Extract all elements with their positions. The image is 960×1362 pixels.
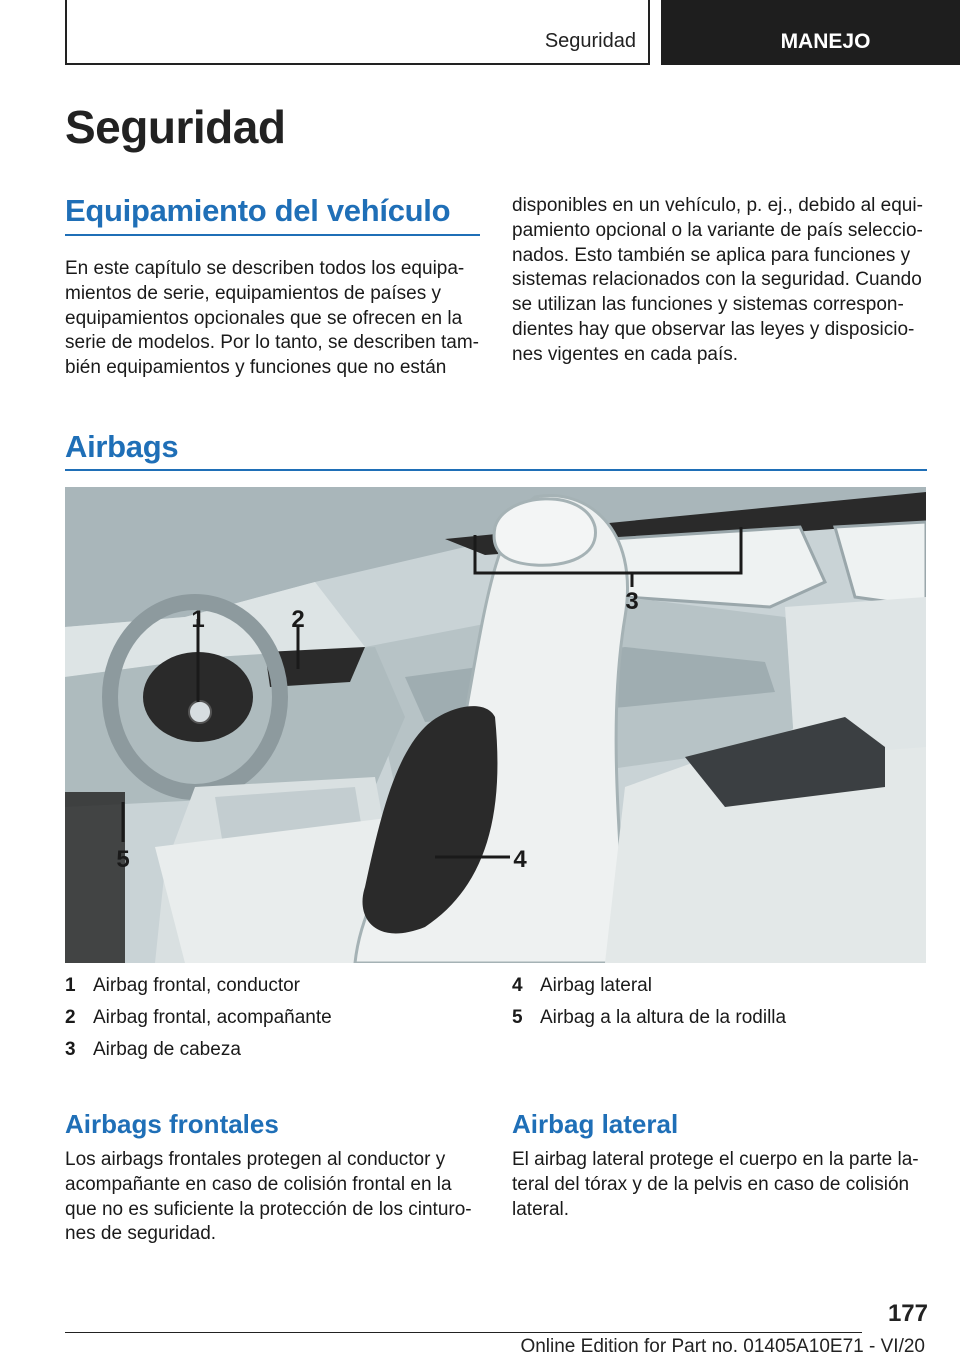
equipment-text-right (512, 194, 927, 368)
text-line: teral del tórax y de la pelvis en caso de colisión (512, 1173, 910, 1195)
legend-label: Airbag frontal, conductor (93, 975, 301, 996)
footer-rule (65, 1332, 862, 1333)
legend-label: Airbag a la altura de la rodilla (540, 1007, 787, 1028)
header-chapter-tab[interactable]: MANEJO (661, 0, 960, 65)
text-line: El airbag lateral protege el cuerpo en la parte la‐ (512, 1149, 919, 1170)
text-line: Los airbags frontales protegen al conductor y (65, 1149, 446, 1170)
text-line: sistemas relacionados con la seguridad. Cuando (512, 269, 922, 291)
text-line: pamiento opcional o la variante de país seleccio‐ (512, 219, 923, 241)
heading-equipment: Equipamiento del vehículo (65, 193, 451, 228)
text-line: En este capítulo se describen todos los equipa‐ (65, 258, 465, 279)
callout-4: 4 (513, 846, 527, 873)
callout-5: 5 (116, 846, 130, 873)
text-line: nados. Esto también se aplica para funciones y (512, 244, 911, 266)
lateral-text (512, 1148, 927, 1222)
callout-1: 1 (191, 606, 205, 633)
steering-logo (189, 701, 211, 723)
legend-number: 5 (512, 1007, 523, 1028)
text-line: serie de modelos. Por lo tanto, se describen tam‐ (65, 332, 479, 354)
front-headrest (494, 499, 595, 565)
text-line: nes vigentes en cada país. (512, 343, 739, 365)
legend-label: Airbag de cabeza (93, 1039, 241, 1060)
heading-airbag-lateral: Airbag lateral (512, 1109, 679, 1139)
heading-airbags-frontales: Airbags frontales (65, 1109, 279, 1139)
text-line: que no es suficiente la protección de los cinturo‐ (65, 1198, 472, 1220)
car-interior-drawing (65, 487, 926, 963)
legend-number: 3 (65, 1039, 76, 1060)
heading-airbags: Airbags (65, 429, 179, 464)
text-line: bién equipamientos y funciones que no están (65, 357, 447, 379)
text-line: disponibles en un vehículo, p. ej., debido al equi‐ (512, 195, 923, 216)
text-line: acompañante en caso de colisión frontal en la (65, 1173, 452, 1195)
text-line: equipamientos opcionales que se ofrecen en la (65, 307, 463, 329)
text-line: nes de seguridad. (65, 1223, 217, 1245)
rear-window (610, 527, 825, 607)
header-rule-bottom (65, 63, 650, 65)
header-rule-divider (648, 0, 650, 64)
callout-2: 2 (291, 606, 305, 633)
header-section-label: Seguridad (544, 30, 636, 52)
page-number: 177 (887, 1300, 928, 1327)
header-rule-left (65, 0, 67, 64)
text-line: dientes hay que observar las leyes y disposicio‐ (512, 318, 915, 340)
heading-equipment-rule (65, 234, 480, 236)
knee-airbag-area (65, 792, 125, 963)
text-line: se utilizan las funciones y sistemas correspon‐ (512, 294, 904, 316)
heading-airbags-rule (65, 469, 927, 471)
footer-edition: Online Edition for Part no. 01405A10E71 - VI/20 (520, 1336, 925, 1357)
legend-number: 4 (512, 975, 523, 996)
page-title: Seguridad (65, 101, 286, 153)
legend-number: 2 (65, 1007, 76, 1028)
airbag-illustration (65, 487, 926, 963)
frontales-text (65, 1148, 480, 1247)
legend-label: Airbag frontal, acompañante (93, 1007, 332, 1028)
legend-label: Airbag lateral (540, 975, 652, 996)
text-line: mientos de serie, equipamientos de países y (65, 282, 441, 304)
legend-number: 1 (65, 975, 76, 996)
equipment-text-left (65, 257, 480, 381)
text-line: lateral. (512, 1198, 570, 1220)
callout-3: 3 (625, 588, 639, 615)
